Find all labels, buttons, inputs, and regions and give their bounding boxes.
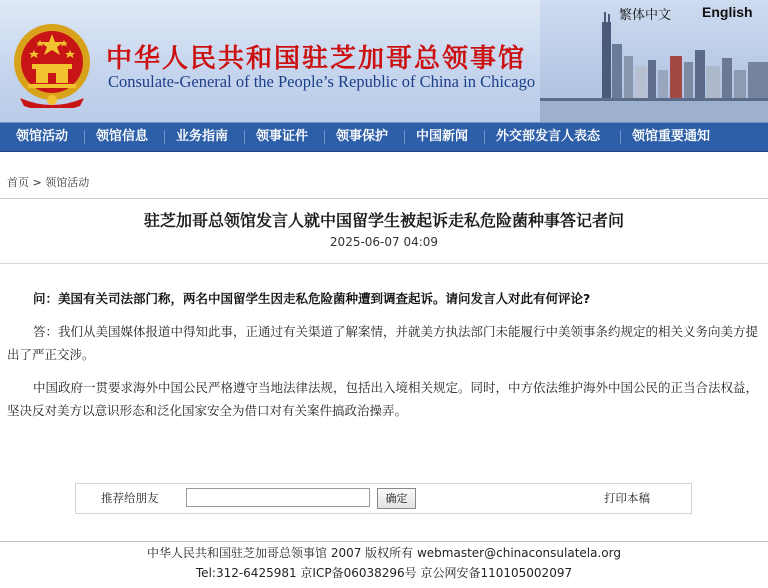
- footer-divider: [0, 541, 768, 542]
- breadcrumb-home-link[interactable]: 首页: [7, 176, 29, 189]
- traditional-chinese-link[interactable]: 繁体中文: [619, 8, 672, 23]
- article-title: 驻芝加哥总领馆发言人就中国留学生被起诉走私危险菌种事答记者问: [143, 211, 624, 230]
- nav-divider: [404, 130, 405, 144]
- recommend-email-input[interactable]: [186, 488, 370, 507]
- article-answer: 答：我们从美国媒体报道中得知此事，正通过有关渠道了解案情，并就美方执法部门未能履行中美领事条约规定的相关义务向美方提出了严正交涉。: [7, 324, 759, 362]
- breadcrumb: [7, 174, 89, 190]
- site-title-cn: 中华人民共和国驻芝加哥总领事馆: [106, 44, 527, 74]
- main-navigation: [0, 122, 768, 152]
- divider: [0, 263, 768, 264]
- footer-icp: Tel:312-6425981 京ICP备06038296号 京公网安备110105002097: [195, 566, 573, 580]
- nav-divider: [484, 130, 485, 144]
- confirm-button[interactable]: 确定: [377, 488, 416, 509]
- national-emblem-icon: [10, 20, 94, 108]
- nav-item-consulate-info[interactable]: 领馆信息: [96, 129, 149, 144]
- article-question: 问：美国有关司法部门称，两名中国留学生因走私危险菌种遭到调查起诉。请问发言人对此有何评论?: [33, 291, 591, 306]
- footer-copyright: 中华人民共和国驻芝加哥总领事馆 2007 版权所有 webmaster@chinaconsulatela.org: [147, 546, 621, 560]
- recommend-label: 推荐给朋友: [101, 491, 159, 505]
- nav-item-important-notices[interactable]: 领馆重要通知: [632, 129, 711, 144]
- divider: [0, 198, 768, 199]
- print-link[interactable]: 打印本稿: [604, 491, 650, 505]
- nav-divider: [84, 130, 85, 144]
- article-date: 2025-06-07 04:09: [329, 235, 439, 249]
- nav-divider: [244, 130, 245, 144]
- share-bar: [75, 483, 692, 514]
- nav-divider: [620, 130, 621, 144]
- nav-item-service-guide[interactable]: 业务指南: [176, 129, 229, 144]
- site-title-en: Consulate-General of the People’s Republic of China in Chicago: [108, 72, 536, 91]
- nav-item-consular-protection[interactable]: 领事保护: [336, 129, 389, 144]
- breadcrumb-current-link[interactable]: 领馆活动: [45, 176, 90, 189]
- nav-divider: [164, 130, 165, 144]
- nav-item-china-news[interactable]: 中国新闻: [416, 129, 469, 144]
- site-header: [0, 0, 768, 122]
- nav-item-mfa-spokesperson[interactable]: 外交部发言人表态: [496, 129, 601, 144]
- breadcrumb-separator: >: [32, 176, 42, 189]
- nav-item-consular-documents[interactable]: 领事证件: [256, 129, 309, 144]
- nav-item-consulate-activities[interactable]: 领馆活动: [16, 129, 69, 144]
- english-link[interactable]: English: [702, 4, 753, 20]
- nav-divider: [324, 130, 325, 144]
- article-paragraph: 中国政府一贯要求海外中国公民严格遵守当地法律法规，包括出入境相关规定。同时，中方依法维护海外中国公民的正当合法权益，坚决反对美方以意识形态和泛化国家安全为借口对有关案件搞政治操弄。: [7, 380, 759, 418]
